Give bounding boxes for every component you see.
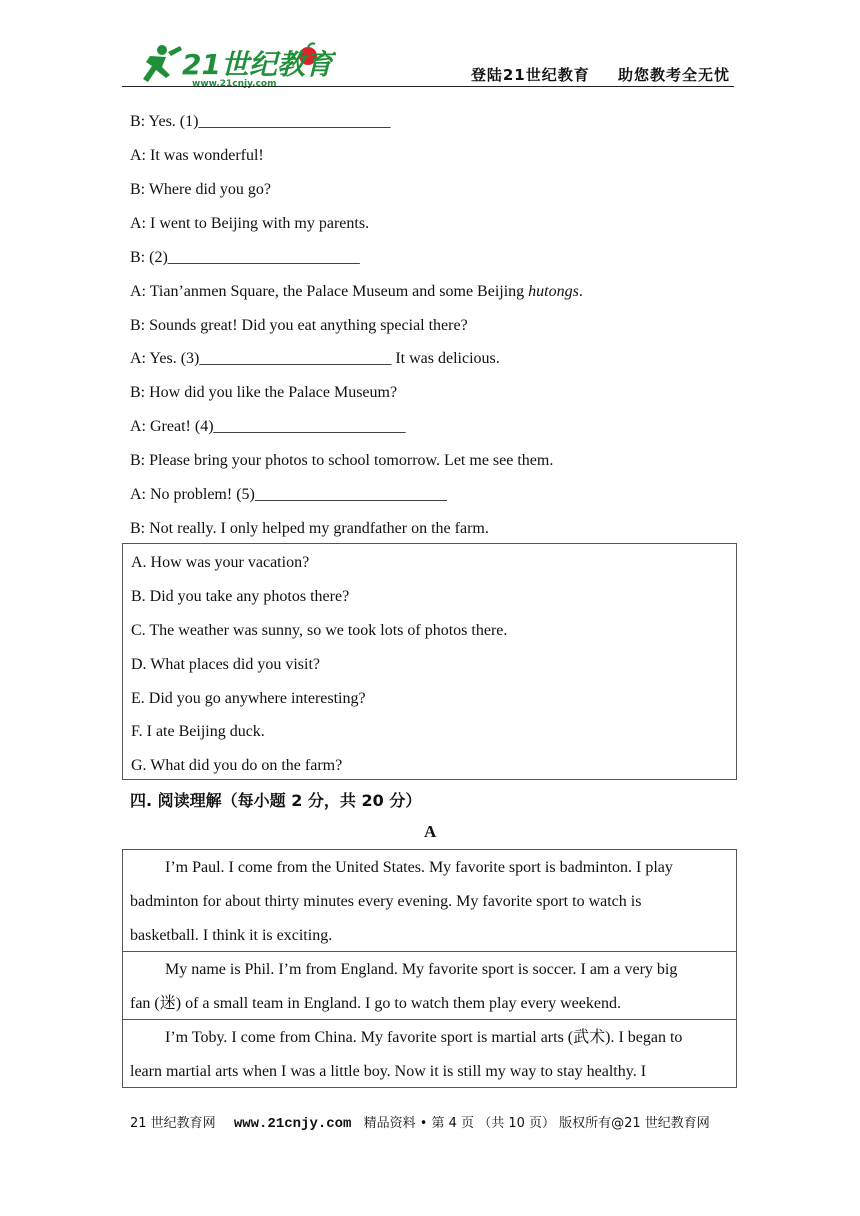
dialogue-line: B: How did you like the Palace Museum? <box>130 384 398 401</box>
option-d: D. What places did you visit? <box>131 656 320 673</box>
dialogue-line: B: (2)________________________ <box>130 249 360 266</box>
footer-site-link[interactable]: www.21cnjy.com <box>233 1116 352 1132</box>
logo-url-text: www.21cnjy.com <box>192 79 277 88</box>
dialogue-italic-word: hutongs <box>528 283 579 300</box>
dialogue-line: B: Please bring your photos to school tomorrow. Let me see them. <box>130 452 554 469</box>
passage-line: I’m Toby. I come from China. My favorite sport is martial arts (武术). I began to <box>165 1029 683 1046</box>
dialogue-line: A: Great! (4)________________________ <box>130 418 406 435</box>
dialogue-line: B: Not really. I only helped my grandfather on the farm. <box>130 520 489 537</box>
reading-table <box>122 849 737 1088</box>
header-slogan-login: 登陆21世纪教育 <box>470 66 590 84</box>
passage-line: My name is Phil. I’m from England. My favorite sport is soccer. I am a very big <box>165 961 678 978</box>
dialogue-line: A: It was wonderful! <box>130 147 264 164</box>
passage-line: I’m Paul. I come from the United States. My favorite sport is badminton. I play <box>165 859 673 876</box>
dialogue-line-end: . <box>578 283 583 300</box>
option-b: B. Did you take any photos there? <box>131 588 350 605</box>
passage-line: badminton for about thirty minutes every evening. My favorite sport to watch is <box>130 893 642 910</box>
option-g: G. What did you do on the farm? <box>131 757 343 774</box>
footer-right: 精品资料 • 第 4 页 （共 10 页） 版权所有@21 世纪教育网 <box>363 1116 710 1131</box>
dialogue-line: A: Yes. (3)________________________ It was delicious. <box>130 350 500 367</box>
passage-line: basketball. I think it is exciting. <box>130 927 333 944</box>
option-e: E. Did you go anywhere interesting? <box>131 690 366 707</box>
header-slogan-help: 助您教考全无忧 <box>617 66 730 84</box>
page-header <box>122 38 734 88</box>
dialogue-line <box>130 282 583 302</box>
footer-left: 21 世纪教育网 <box>130 1116 216 1131</box>
dialogue-line: B: Yes. (1)________________________ <box>130 113 391 130</box>
header-slogan <box>449 64 730 85</box>
option-c: C. The weather was sunny, so we took lots of photos there. <box>131 622 508 639</box>
option-f: F. I ate Beijing duck. <box>131 723 265 740</box>
passage-line: fan (迷) of a small team in England. I go to watch them play every weekend. <box>130 995 621 1012</box>
passage-toby <box>123 1020 736 1087</box>
logo-main-text: 21世纪教育 <box>182 48 333 81</box>
21cnjy-logo <box>136 42 336 88</box>
dialogue-line: B: Where did you go? <box>130 181 272 198</box>
passage-phil <box>123 952 736 1020</box>
page-footer <box>130 1112 710 1132</box>
header-divider <box>122 86 734 87</box>
dialogue-line: A: No problem! (5)________________________ <box>130 486 447 503</box>
passage-line: learn martial arts when I was a little boy. Now it is still my way to stay healthy. I <box>130 1063 647 1080</box>
option-a: A. How was your vacation? <box>131 554 310 571</box>
dialogue-line: B: Sounds great! Did you eat anything special there? <box>130 317 468 334</box>
section-heading: 四. 阅读理解（每小题 2 分，共 20 分） <box>130 791 422 810</box>
dialogue-line: A: I went to Beijing with my parents. <box>130 215 370 232</box>
passage-letter: A <box>424 822 437 841</box>
passage-paul <box>123 850 736 952</box>
options-box <box>122 543 737 780</box>
dialogue-line-text: A: Tian’anmen Square, the Palace Museum and some Beijing <box>130 283 529 300</box>
